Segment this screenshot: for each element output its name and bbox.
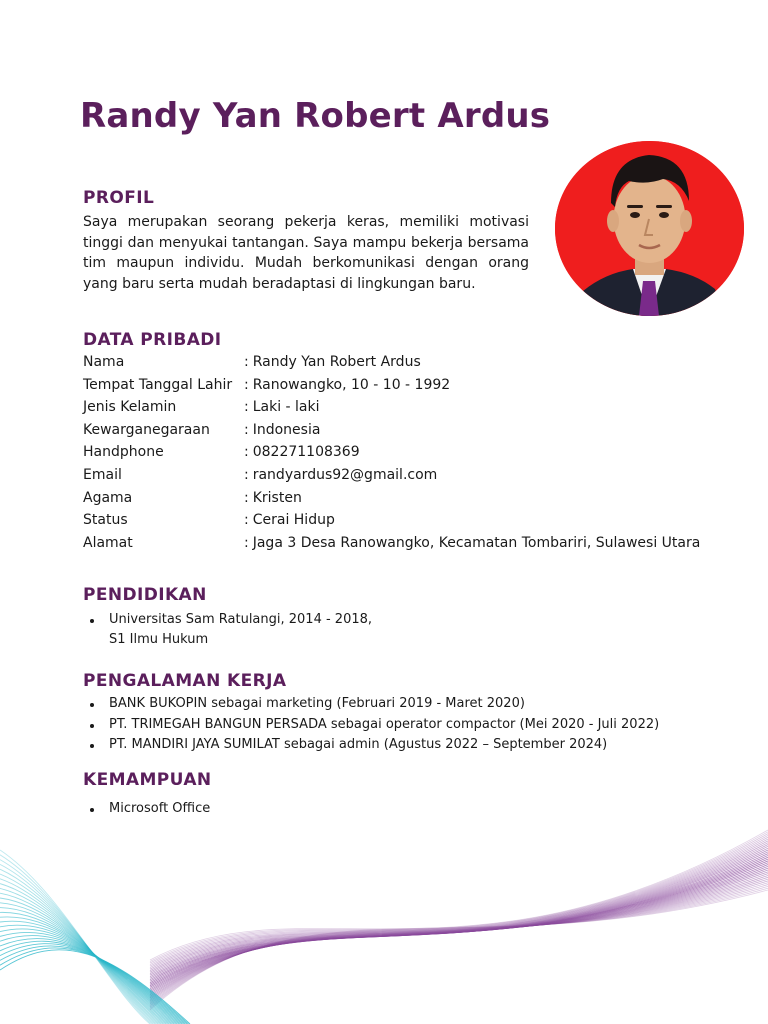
portrait-image [555,141,744,316]
data-value: Ranowangko, 10 - 10 - 1992 [252,376,451,393]
data-separator: : [244,354,249,370]
wave-line [0,925,176,1024]
data-label: Email [83,466,122,483]
section-title-data-pribadi: DATA PRIBADI [83,330,222,350]
wave-line [0,908,169,1024]
data-label: Status [83,512,128,529]
wave-line [150,854,768,980]
section-title-pengalaman-kerja: PENGALAMAN KERJA [83,671,287,691]
data-label: Jenis Kelamin [83,399,177,416]
data-separator: : [244,376,249,393]
decorative-waves [0,810,768,1024]
list-item: PT. MANDIRI JAYA SUMILAT sebagai admin (Agustus 2022 – September 2024) [88,735,659,756]
wave-line [150,857,768,982]
list-item: BANK BUKOPIN sebagai marketing (Februari 2019 - Maret 2020) [88,694,659,715]
data-separator: : [244,466,249,483]
education-institution: Universitas Sam Ratulangi, 2014 - 2018, [109,612,373,627]
data-value: Randy Yan Robert Ardus [252,354,421,370]
data-label: Nama [83,354,125,370]
wave-line [150,855,768,981]
purple-wave-lines [150,830,768,1010]
data-separator: : [244,421,249,438]
data-value: Indonesia [252,421,321,438]
list-item: Microsoft Office [88,799,210,819]
data-separator: : [244,489,249,506]
data-value: Laki - laki [252,399,320,416]
wave-line [150,848,768,975]
education-list [88,610,372,650]
data-value: Cerai Hidup [252,512,335,529]
data-label: Handphone [83,444,164,461]
data-value: Jaga 3 Desa Ranowangko, Kecamatan Tombariri, Sulawesi Utara [252,534,701,551]
data-label: Kewarganegaraan [83,421,210,438]
data-value: 082271108369 [252,444,360,461]
section-title-kemampuan: KEMAMPUAN [83,770,212,790]
data-separator: : [244,512,249,529]
data-label: Tempat Tanggal Lahir [83,376,233,393]
list-item: PT. TRIMEGAH BANGUN PERSADA sebagai operator compactor (Mei 2020 - Juli 2022) [88,715,659,736]
data-value: Kristen [252,489,302,506]
data-separator: : [244,534,249,551]
section-title-profil: PROFIL [83,188,155,208]
list-item [88,610,372,650]
wave-line [150,850,768,977]
education-degree: S1 Ilmu Hukum [109,632,209,647]
profil-text: Saya merupakan seorang pekerja keras, memiliki motivasi tinggi dan menyukai tantangan. Saya mampu bekerja bersama tim maupun individu. Mudah berkomunikasi dengan orang yang baru serta mudah beradaptasi di lingkungan baru. [83,214,529,292]
data-value: randyardus92@gmail.com [252,466,438,483]
data-separator: : [244,399,249,416]
data-separator: : [244,444,249,461]
wave-line [150,852,768,978]
data-label: Agama [83,489,133,506]
data-label: Alamat [83,534,133,551]
work-experience-list [88,694,659,756]
candidate-name: Randy Yan Robert Ardus [80,96,551,136]
profile-photo [555,141,744,316]
section-title-pendidikan: PENDIDIKAN [83,585,207,605]
